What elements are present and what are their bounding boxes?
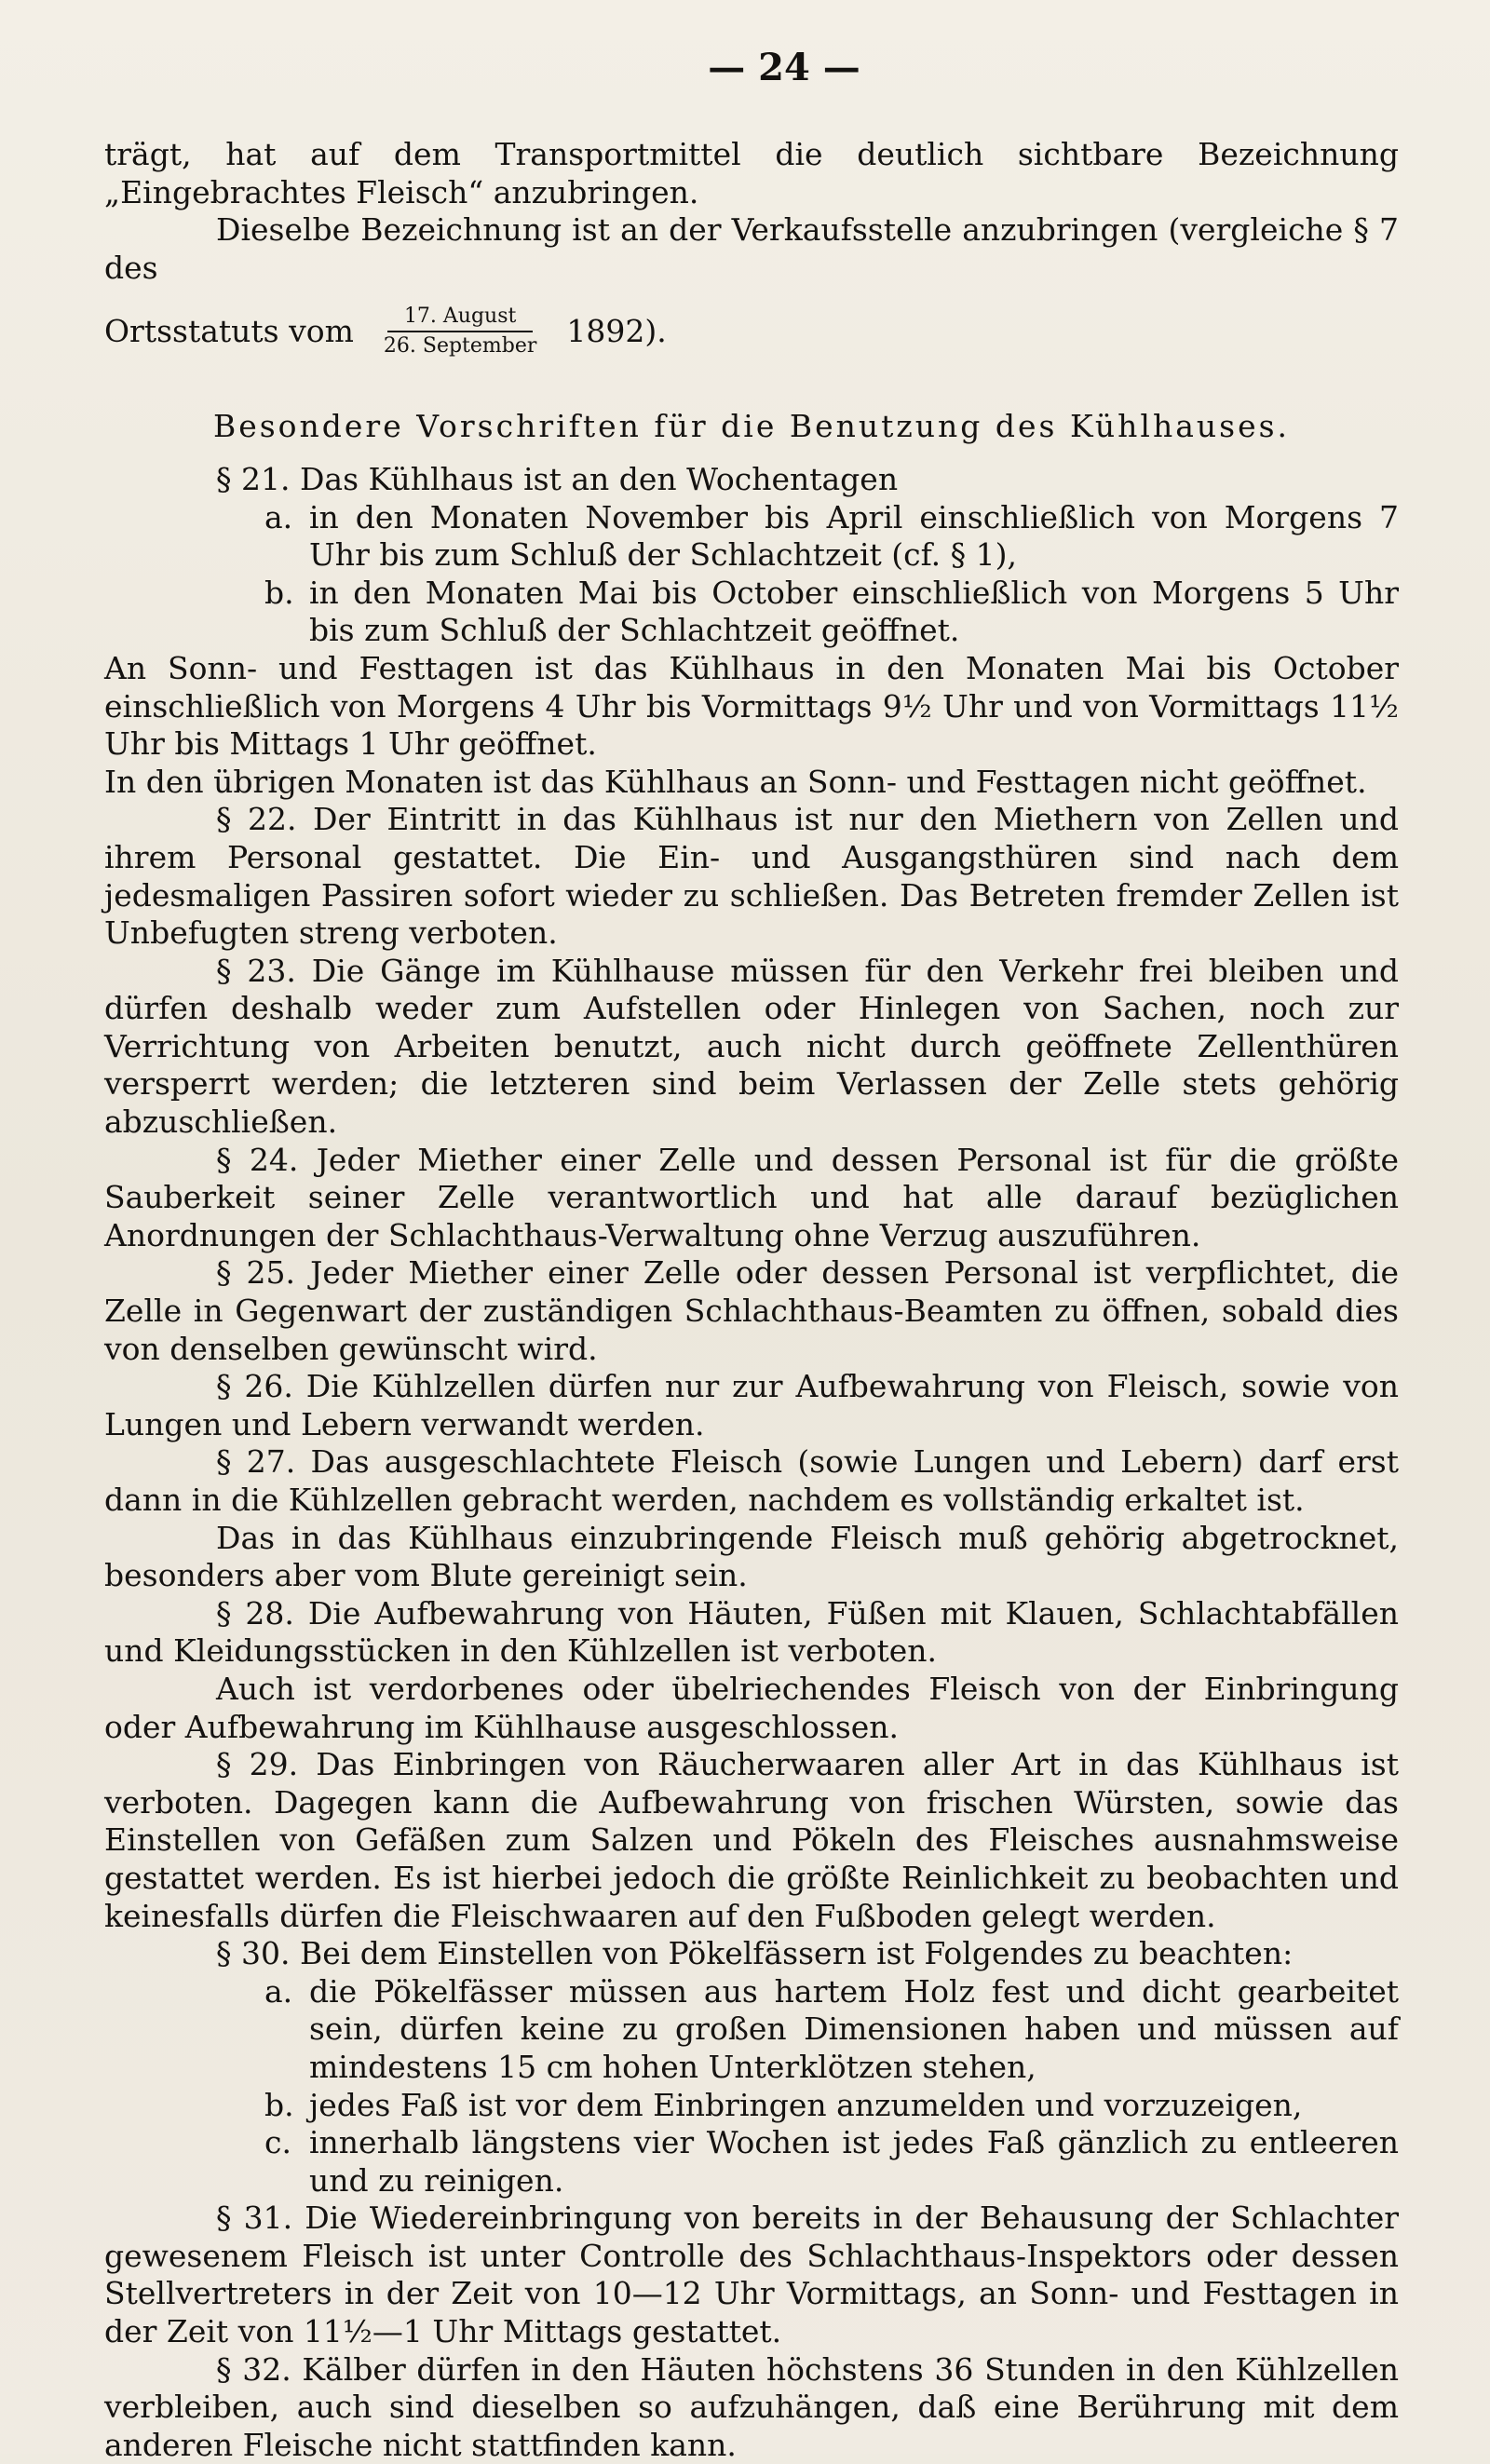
paragraph-21-holidays: An Sonn- und Festtagen ist das Kühlhaus in den Monaten Mai bis October einschließlich von Morgens 4 Uhr bis Vormittags 9½ Uhr und von Vormittags 11½ Uhr bis Mittags 1 Uhr geöffnet. — [104, 649, 1399, 763]
paragraph-27: § 27. Das ausgeschlachtete Fleisch (sowie Lungen und Lebern) darf erst dann in die Kühlzellen gebracht werden, nachdem es vollständig erkaltet ist. — [104, 1443, 1399, 1518]
paragraph-30-item-b — [104, 2087, 1399, 2125]
page-number: — 24 — — [708, 46, 860, 89]
paragraph-30: § 30. Bei dem Einstellen von Pökelfässern ist Folgendes zu beachten: — [216, 1935, 1294, 1972]
paragraph-22: § 22. Der Eintritt in das Kühlhaus ist nur den Miethern von Zellen und ihrem Personal gestattet. Die Ein- und Ausgangsthüren sind nach dem jedesmaligen Passiren sofort wieder zu schließen. Das Betreten fremder Zellen ist Unbefugten streng verboten. — [104, 801, 1399, 952]
paragraph-31: § 31. Die Wiedereinbringung von bereits in der Behausung der Schlachter gewesenem Fleisch ist unter Controlle des Schlachthaus-Inspektors oder dessen Stellvertreters in der Zeit von 10—12 Uhr Vormittags, an Sonn- und Festtagen in der Zeit von 11½—1 Uhr Mittags gestattet. — [104, 2200, 1399, 2350]
statute-date-fraction — [367, 305, 554, 359]
paragraph-32: § 32. Kälber dürfen in den Häuten höchstens 36 Stunden in den Kühlzellen verbleiben, auch sind dieselben so aufzuhängen, daß eine Berührung mit dem anderen Fleische nicht stattfinden kann. — [104, 2350, 1399, 2463]
paragraph-28-continued: Auch ist verdorbenes oder übelriechendes Fleisch von der Einbringung oder Aufbewahrung im Kühlhause ausgeschlossen. — [104, 1670, 1399, 1745]
paragraph-23: § 23. Die Gänge im Kühlhause müssen für den Verkehr frei bleiben und dürfen deshalb weder zum Aufstellen oder Hinlegen von Sachen, noch zur Verrichtung von Arbeiten benutzt, auch nicht durch geöffnete Zellenthüren versperrt werden; die letzteren sind beim Verlassen der Zelle stets gehörig abzuschließen. — [104, 952, 1399, 1141]
intro-continuation: trägt, hat auf dem Transportmittel die deutlich sichtbare Bezeichnung „Eingebrachtes Fleisch“ anzubringen. — [104, 136, 1399, 210]
paragraph-28: § 28. Die Aufbewahrung von Häuten, Füßen mit Klauen, Schlachtabfällen und Kleidungsstücken in den Kühlzellen ist verboten. — [104, 1594, 1399, 1670]
item-text: in den Monaten Mai bis October einschließlich von Morgens 5 Uhr bis zum Schluß der Schlachtzeit geöffnet. — [309, 574, 1399, 649]
statute-date-bottom: 26. September — [383, 334, 537, 359]
paragraph-24: § 24. Jeder Miether einer Zelle und dessen Personal ist für die größte Sauberkeit seiner Zelle verantwortlich und hat alle darauf bezüglichen Anordnungen der Schlachthaus-Verwaltung ohne Verzug auszuführen. — [104, 1141, 1399, 1253]
paragraph-25: § 25. Jeder Miether einer Zelle oder dessen Personal ist verpflichtet, die Zelle in Gegenwart der zuständigen Schlachthaus-Beamten zu öffnen, sobald dies von denselben gewünscht wird. — [104, 1254, 1399, 1367]
item-text: jedes Faß ist vor dem Einbringen anzumelden und vorzuzeigen, — [309, 2086, 1303, 2123]
item-label: b. — [264, 574, 294, 611]
statute-date-top: 17. August — [387, 305, 533, 332]
intro-sentence: Dieselbe Bezeichnung ist an der Verkaufsstelle anzubringen (vergleiche § 7 des — [104, 211, 1399, 286]
paragraph-21-other-months: In den übrigen Monaten ist das Kühlhaus an Sonn- und Festtagen nicht geöffnet. — [104, 763, 1367, 800]
statute-date-suffix: 1892). — [566, 313, 667, 350]
paragraph-30-item-c — [104, 2124, 1399, 2200]
item-text: in den Monaten November bis April einschließlich von Morgens 7 Uhr bis zum Schluß der Schlachtzeit (cf. § 1), — [309, 498, 1399, 574]
item-text: innerhalb längstens vier Wochen ist jedes Faß gänzlich zu entleeren und zu reinigen. — [309, 2124, 1399, 2199]
item-label: a. — [264, 498, 293, 535]
paragraph-27-continued: Das in das Kühlhaus einzubringende Fleisch muß gehörig abgetrocknet, besonders aber vom Blute gereinigt sein. — [104, 1519, 1399, 1594]
page-content — [104, 43, 1399, 2464]
statute-date-prefix: Ortsstatuts vom — [104, 313, 354, 350]
paragraph-26: § 26. Die Kühlzellen dürfen nur zur Aufbewahrung von Fleisch, sowie von Lungen und Lebern verwandt werden. — [104, 1368, 1399, 1442]
statute-date-line — [104, 289, 1399, 374]
paragraph-21-item-b — [104, 575, 1399, 650]
paragraph-21: § 21. Das Kühlhaus ist an den Wochentagen — [216, 460, 899, 497]
item-label: a. — [264, 1972, 293, 2010]
paragraph-29: § 29. Das Einbringen von Räucherwaaren aller Art in das Kühlhaus ist verboten. Dagegen kann die Aufbewahrung von frischen Würsten, sowie das Einstellen von Gefäßen zum Salzen und Pökeln des Fleisches ausnahmsweise gestattet werden. Es ist hierbei jedoch die größte Reinlichkeit zu beobachten und keinesfalls dürfen die Fleischwaaren auf den Fußboden gelegt werden. — [104, 1746, 1399, 1934]
item-label: b. — [264, 2086, 294, 2123]
paragraph-21-item-a — [104, 499, 1399, 575]
item-text: die Pökelfässer müssen aus hartem Holz fest und dicht gearbeitet sein, dürfen keine zu großen Dimensionen haben und müssen auf mindestens 15 cm hohen Unterklötzen stehen, — [309, 1972, 1399, 2085]
paragraph-30-item-a — [104, 1973, 1399, 2087]
item-label: c. — [264, 2124, 291, 2161]
section-heading: Besondere Vorschriften für die Benutzung des Kühlhauses. — [212, 408, 1291, 445]
